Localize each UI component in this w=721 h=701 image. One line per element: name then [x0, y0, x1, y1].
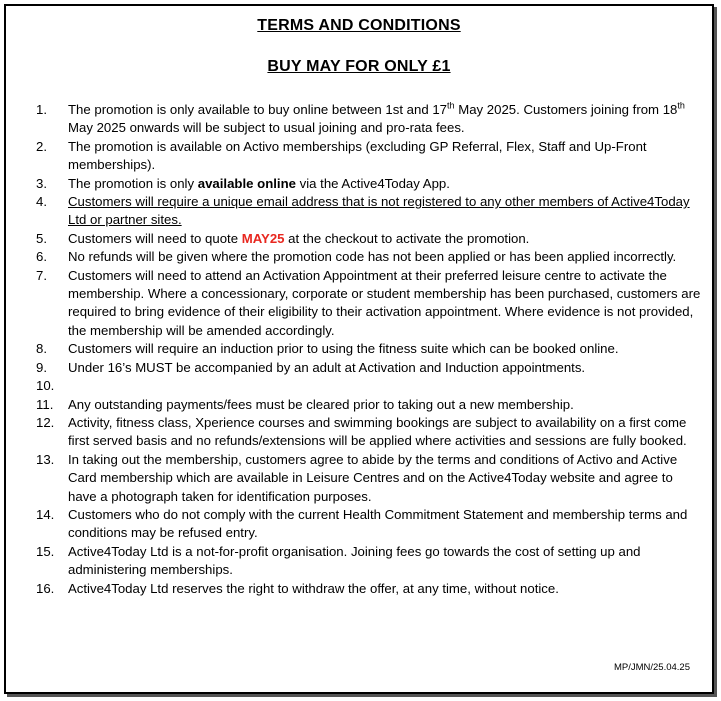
term-text: Customers who do not comply with the current Health Commitment Statement and membership terms and conditions may be refused entry. — [68, 506, 688, 541]
term-text: No refunds will be given where the promotion code has not been applied or has been applied incorrectly. — [68, 249, 677, 265]
term-text: In taking out the membership, customers agree to abide by the terms and conditions of Activo and Active Card membership which are available in Leisure Centres and on the Active4Today website and agree to have a photograph taken for identification purposes. — [68, 451, 678, 504]
term-text: Activity, fitness class, Xperience courses and swimming bookings are subject to availability on a first come first served basis and no refunds/extensions will be applied where activities and sessions are fully booked. — [68, 414, 687, 449]
term-item — [36, 248, 704, 266]
term-number: 12. — [36, 414, 55, 430]
term-number: 2. — [36, 138, 47, 154]
term-text: Any outstanding payments/fees must be cleared prior to taking out a new membership. — [68, 396, 574, 412]
term-item — [36, 451, 704, 506]
term-item — [36, 377, 704, 395]
term-item — [36, 580, 704, 598]
term-item — [36, 101, 704, 138]
term-number: 5. — [36, 230, 47, 246]
promo-subtitle: BUY MAY FOR ONLY £1 — [267, 58, 451, 75]
terms-document — [4, 4, 714, 694]
term-item — [36, 340, 704, 358]
document-reference: MP/JMN/25.04.25 — [613, 662, 690, 673]
term-text — [68, 378, 72, 393]
term-text: Customers will require an induction prior to using the fitness suite which can be booked online. — [68, 341, 619, 357]
term-number: 3. — [36, 175, 47, 191]
terms-list — [36, 101, 704, 598]
term-item — [36, 230, 704, 248]
term-item — [36, 267, 704, 341]
term-item — [36, 543, 704, 580]
page-title: TERMS AND CONDITIONS — [257, 17, 461, 34]
term-text: Under 16’s MUST be accompanied by an adult at Activation and Induction appointments. — [68, 359, 586, 375]
term-text: The promotion is only available online via the Active4Today App. — [68, 175, 450, 191]
term-item — [36, 193, 704, 230]
term-text: Customers will need to quote MAY25 at the checkout to activate the promotion. — [68, 230, 530, 246]
term-text: The promotion is only available to buy online between 1st and 17th May 2025. Customers joining from 18th May 2025 onwards will be subject to usual joining and pro-rata fees. — [68, 100, 685, 136]
term-number: 15. — [36, 543, 55, 559]
term-text: Active4Today Ltd is a not-for-profit organisation. Joining fees go towards the cost of setting up and administering memberships. — [68, 543, 641, 578]
term-number: 8. — [36, 341, 47, 357]
term-number: 7. — [36, 267, 47, 283]
term-item — [36, 396, 704, 414]
term-number: 14. — [36, 506, 55, 522]
term-item — [36, 138, 704, 175]
term-number: 16. — [36, 580, 55, 596]
term-number: 1. — [36, 102, 47, 117]
term-number: 4. — [36, 194, 47, 210]
emphasis-online: available online — [197, 175, 296, 191]
term-text: Customers will require a unique email address that is not registered to any other members of Active4Today Ltd or partner sites. — [68, 194, 690, 228]
term-item — [36, 359, 704, 377]
term-number: 10. — [36, 378, 55, 394]
term-number: 13. — [36, 451, 55, 467]
term-number: 11. — [36, 396, 54, 412]
term-text: Active4Today Ltd reserves the right to withdraw the offer, at any time, without notice. — [68, 580, 559, 596]
term-text: The promotion is available on Activo memberships (excluding GP Referral, Flex, Staff and Up-Front memberships). — [68, 138, 647, 173]
term-item — [36, 175, 704, 193]
term-text: Customers will need to attend an Activation Appointment at their preferred leisure centre to activate the membership. Where a concessionary, corporate or student membership has been purchased, customers are required to bring evidence of their eligibility to their activation appointment. Where evidence is not provided, the membership will be amended accordingly. — [68, 267, 701, 338]
term-number: 9. — [36, 359, 47, 375]
term-item — [36, 506, 704, 543]
term-item — [36, 414, 704, 451]
term-number: 6. — [36, 249, 47, 265]
promo-code: MAY25 — [241, 230, 285, 246]
